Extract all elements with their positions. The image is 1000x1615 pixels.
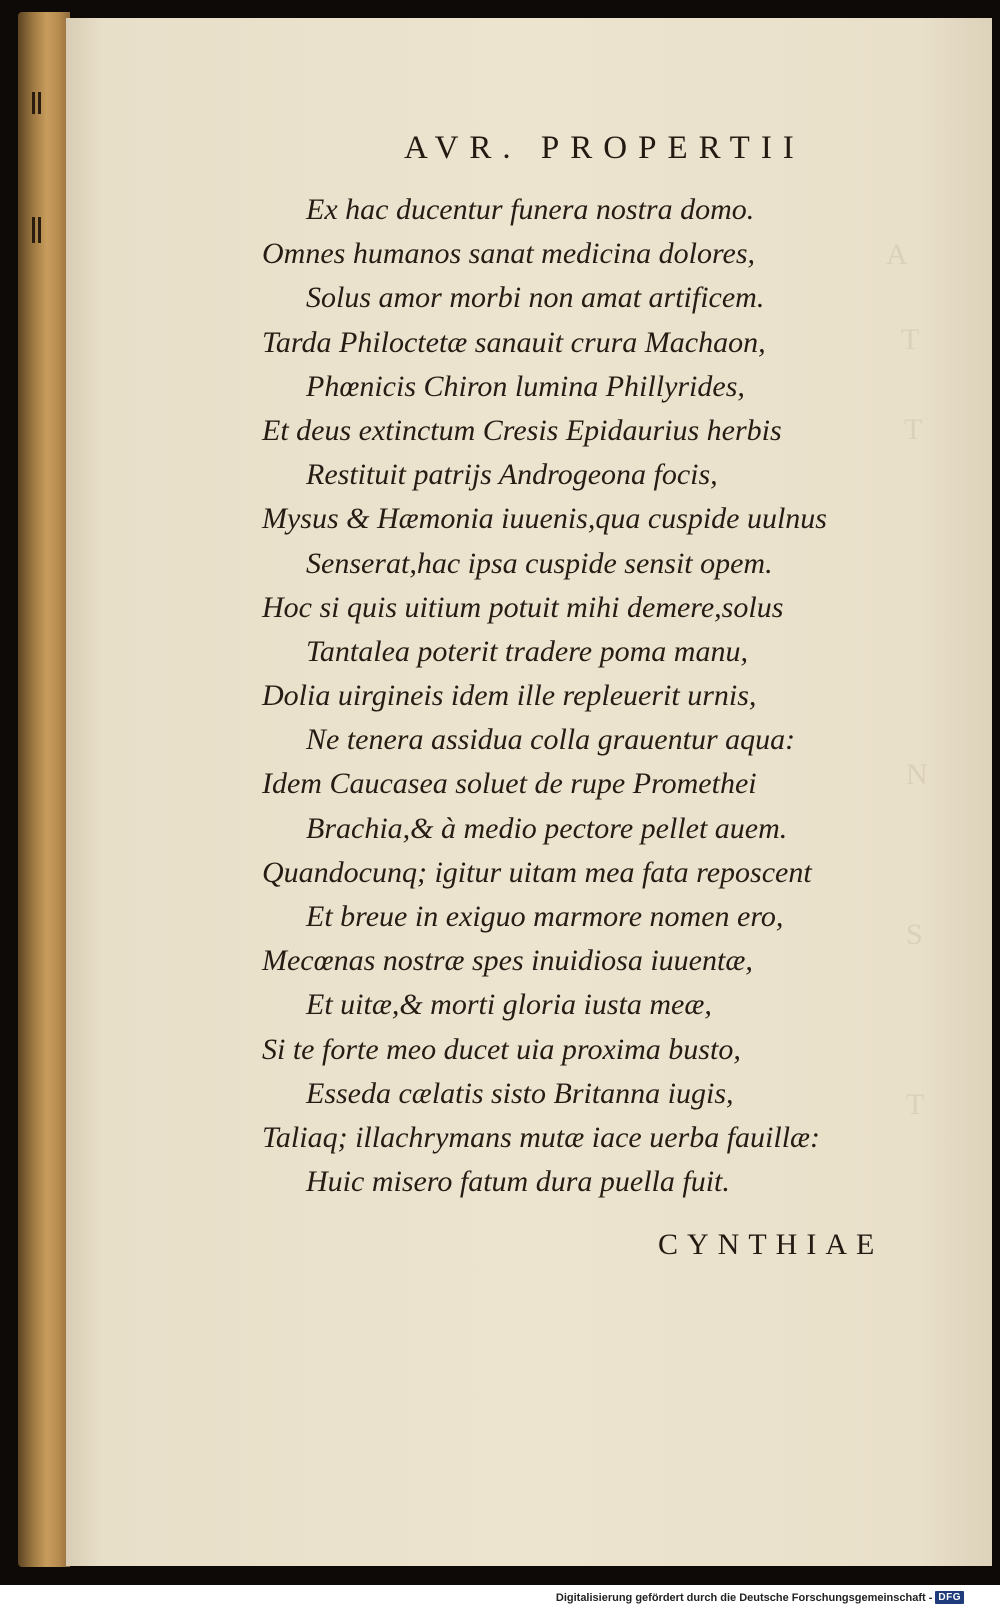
verse-line: Omnes humanos sanat medicina dolores,: [262, 237, 756, 271]
verse-line: Tantalea poterit tradere poma manu,: [306, 634, 748, 668]
verse-line: Quandocunq; igitur uitam mea fata reposcent: [262, 855, 812, 889]
verse-line: Brachia,& à medio pectore pellet auem.: [306, 811, 788, 845]
verse-line: Et uitæ,& morti gloria iusta meæ,: [306, 988, 712, 1022]
verse-line: Mecœnas nostræ spes inuidiosa iuuentæ,: [262, 944, 753, 978]
spine-mark: [38, 92, 41, 114]
verse-line: Idem Caucasea soluet de rupe Promethei: [262, 767, 757, 801]
show-through-mark: S: [906, 918, 926, 951]
show-through-mark: T: [901, 323, 923, 356]
verse-line: Tarda Philoctetæ sanauit crura Machaon,: [262, 325, 766, 359]
spine-mark: [32, 217, 35, 243]
verse-line: Dolia uirgineis idem ille repleuerit urnis,: [262, 679, 757, 713]
digitization-credit: [556, 1591, 964, 1604]
verse-list: [66, 188, 992, 1204]
catchword: CYNTHIAE: [658, 1228, 884, 1261]
show-through-mark: T: [906, 1088, 928, 1121]
credit-text: Digitalisierung gefördert durch die Deutsche Forschungsgemeinschaft -: [555, 1591, 933, 1604]
book-spine: [18, 12, 70, 1567]
spine-mark: [38, 217, 41, 243]
verse-line: Huic misero fatum dura puella fuit.: [306, 1165, 730, 1199]
verse-line: Mysus & Hæmonia iuuenis,qua cuspide uulnus: [262, 502, 827, 536]
verse-line: Si te forte meo ducet uia proxima busto,: [262, 1032, 741, 1066]
show-through-mark: T: [904, 413, 926, 446]
book-page: [66, 18, 992, 1566]
verse-line: Essedа cælatis sisto Britanna iugis,: [306, 1076, 734, 1110]
verse-line: Restituit patrijs Androgeona focis,: [306, 458, 718, 492]
verse-line: Ex hac ducentur funera nostra domo.: [306, 193, 755, 226]
verse-line: Senserat,hac ipsa cuspide sensit opem.: [306, 546, 773, 580]
verse-line: Ne tenera assidua colla grauentur aqua:: [306, 723, 796, 757]
verse-line: Phœnicis Chiron lumina Phillyrides,: [306, 369, 745, 403]
verse-line: Solus amor morbi non amat artificem.: [306, 281, 765, 315]
verse-line: Hoc si quis uitium potuit mihi demere,solus: [262, 590, 784, 624]
dfg-logo-icon: DFG: [935, 1591, 964, 1604]
show-through-mark: A: [886, 238, 911, 271]
spine-mark: [32, 92, 35, 114]
verse-line: Et deus extinctum Cresis Epidaurius herbis: [262, 413, 782, 447]
show-through-mark: N: [906, 758, 931, 791]
verse-line: Taliaq; illachrymans mutæ iace uerba fauillæ:: [262, 1120, 821, 1154]
running-head: AVR. PROPERTII: [404, 130, 805, 166]
verse-line: Et breue in exiguo marmore nomen ero,: [306, 900, 784, 933]
